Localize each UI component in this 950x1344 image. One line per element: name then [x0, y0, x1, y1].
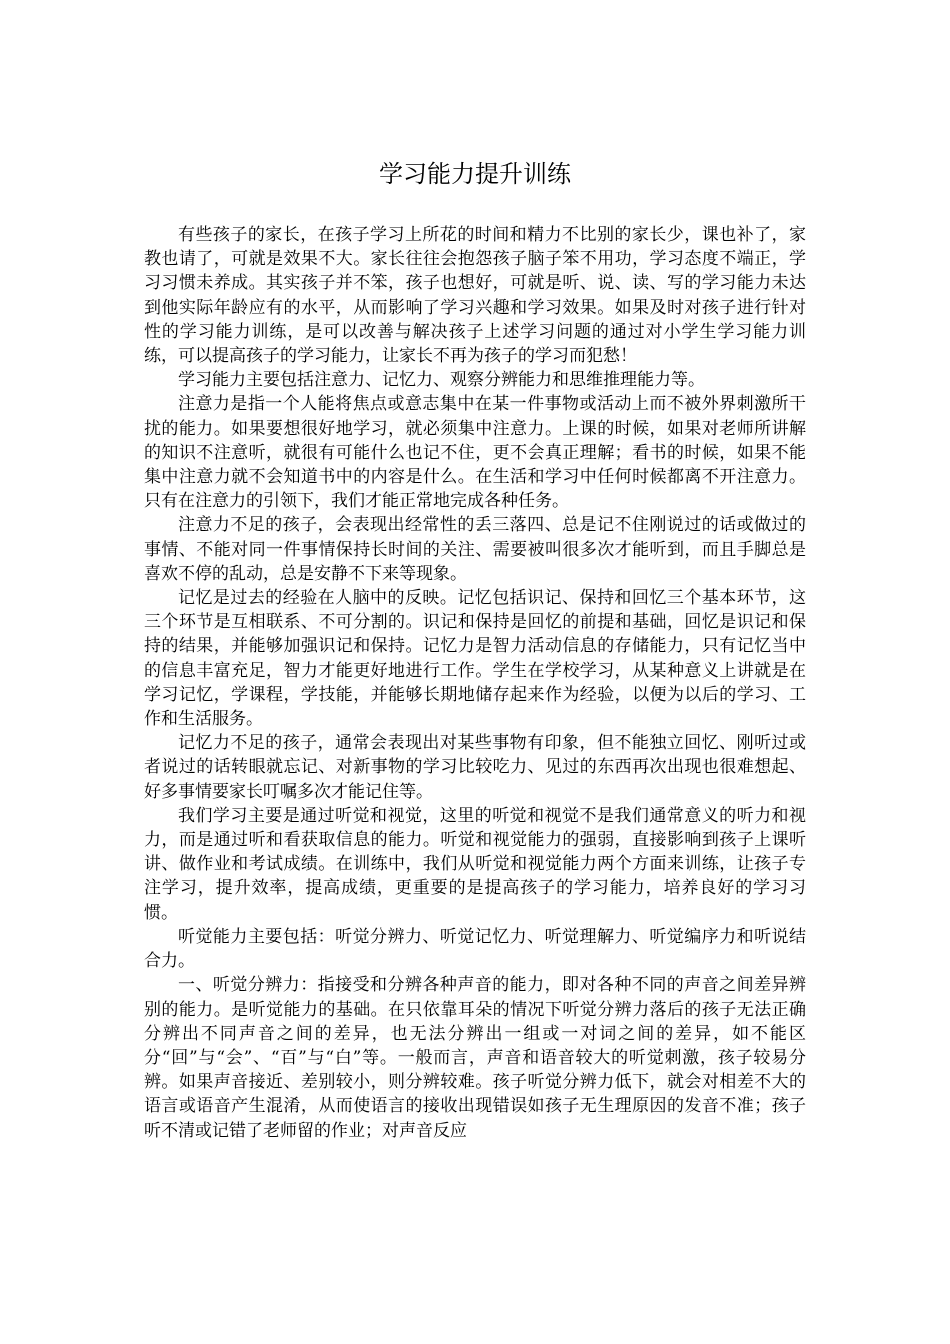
- paragraph: 学习能力主要包括注意力、记忆力、观察分辨能力和思维推理能力等。: [178, 370, 705, 391]
- paragraph: 记忆是过去的经验在人脑中的反映。记忆包括识记、保持和回忆三个基本环节，这三个环节是互相联系、不可分割的。识记和保持是回忆的前提和基础，回忆是识记和保持的结果，并能够加强识记和保持。记忆力是智力活动信息的存储能力，只有记忆当中的信息丰富充足，智力才能更好地进行工作。学生在学校学习，从某种意义上讲就是在学习记忆，学课程，学技能，并能够长期地储存起来作为经验，以便为以后的学习、工作和生活服务。: [144, 588, 806, 730]
- paragraph: 有些孩子的家长，在孩子学习上所花的时间和精力不比别的家长少，课也补了，家教也请了，可就是效果不大。家长往往会抱怨孩子脑子笨不用功，学习态度不端正，学习习惯未养成。其实孩子并不笨，孩子也想好，可就是听、说、读、写的学习能力未达到他实际年龄应有的水平，从而影响了学习兴趣和学习效果。如果及时对孩子进行针对性的学习能力训练，是可以改善与解决孩子上述学习问题的通过对小学生学习能力训练，可以提高孩子的学习能力，让家长不再为孩子的学习而犯愁！: [144, 225, 806, 367]
- paragraph: 记忆力不足的孩子，通常会表现出对某些事物有印象，但不能独立回忆、刚听过或者说过的话转眼就忘记、对新事物的学习比较吃力、见过的东西再次出现也很难想起、好多事情要家长叮嘱多次才能记住等。: [144, 733, 806, 802]
- paragraph: 注意力不足的孩子，会表现出经常性的丢三落四、总是记不住刚说过的话或做过的事情、不能对同一件事情保持长时间的关注、需要被叫很多次才能听到，而且手脚总是喜欢不停的乱动，总是安静不下来等现象。: [144, 515, 806, 584]
- page-title: 学习能力提升训练: [379, 160, 571, 188]
- paragraph: 听觉能力主要包括：听觉分辨力、听觉记忆力、听觉理解力、听觉编序力和听说结合力。: [144, 926, 806, 972]
- paragraph: 一、听觉分辨力：指接受和分辨各种声音的能力，即对各种不同的声音之间差异辨别的能力。是听觉能力的基础。在只依靠耳朵的情况下听觉分辨力落后的孩子无法正确分辨出不同声音之间的差异，也无法分辨出一组或一对词之间的差异，如不能区分“回”与“会”、“百”与“白”等。一般而言，声音和语音较大的听觉刺激，孩子较易分辨。如果声音接近、差别较小，则分辨较难。孩子听觉分辨力低下，就会对相差不大的语言或语音产生混淆，从而使语言的接收出现错误如孩子无生理原因的发音不准；孩子听不清或记错了老师留的作业；对声音反应: [144, 975, 806, 1141]
- article-body: [144, 223, 806, 1143]
- paragraph: 注意力是指一个人能将焦点或意志集中在某一件事物或活动上而不被外界刺激所干扰的能力。如果要想很好地学习，就必须集中注意力。上课的时候，如果对老师所讲解的知识不注意听，就很有可能什么也记不住，更不会真正理解；看书的时候，如果不能集中注意力就不会知道书中的内容是什么。在生活和学习中任何时候都离不开注意力。只有在注意力的引领下，我们才能正常地完成各种任务。: [144, 394, 806, 512]
- paragraph: 我们学习主要是通过听觉和视觉，这里的听觉和视觉不是我们通常意义的听力和视力，而是通过听和看获取信息的能力。听觉和视觉能力的强弱，直接影响到孩子上课听讲、做作业和考试成绩。在训练中，我们从听觉和视觉能力两个方面来训练，让孩子专注学习，提升效率，提高成绩，更重要的是提高孩子的学习能力，培养良好的学习习惯。: [144, 805, 806, 923]
